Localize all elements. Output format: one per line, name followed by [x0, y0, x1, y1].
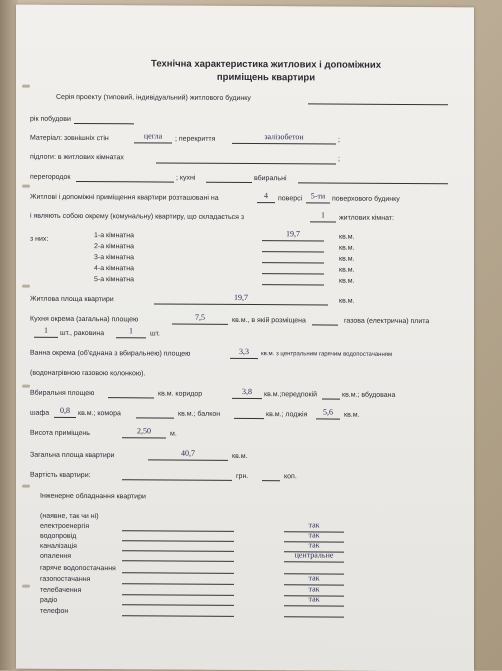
equipment-hint: (наявне, так чи ні)	[40, 512, 99, 521]
room-line	[262, 284, 324, 285]
room-label: 4-а кімнатна	[94, 265, 135, 273]
room-line	[262, 273, 324, 274]
floor-word: поверсі	[278, 195, 303, 203]
partitions-line	[76, 181, 174, 183]
height-line	[122, 437, 166, 438]
floor-line	[257, 202, 275, 203]
bath-line2: (водонагрівною газовою колонкою).	[30, 369, 146, 378]
equipment-line-left	[122, 604, 234, 606]
stove-count: 1	[44, 325, 48, 335]
total-area-unit: кв.м.	[232, 452, 248, 461]
of-them-label: з них:	[30, 235, 49, 243]
semicolon: ;	[338, 155, 340, 163]
equipment-label: телефон	[40, 607, 69, 615]
height-label: Висота приміщень	[30, 429, 90, 438]
room-unit: кв.м.	[339, 266, 355, 274]
equipment-line-right	[284, 616, 344, 617]
location-label: Житлові і допоміжні приміщення квартири розташовані на	[30, 193, 219, 202]
doc-title-line2: приміщень квартири	[216, 71, 316, 84]
flooring-label: підлоги: в житлових кімнатах	[30, 153, 124, 162]
hall-line	[322, 398, 340, 399]
year-line	[74, 123, 134, 124]
doc-title-line1: Технічна характеристика житлових і допоміжних	[151, 58, 381, 71]
hole	[22, 485, 30, 488]
room-unit: кв.м.	[339, 255, 355, 263]
kitchen-line	[172, 324, 228, 325]
kitchen-extra-line	[312, 324, 338, 325]
balcony-line	[234, 418, 264, 419]
kitchen-suffix: кв.м., в якій розміщена	[232, 316, 306, 325]
equipment-label: опалення	[40, 552, 72, 560]
floors-label: ; перекриття	[175, 135, 216, 143]
restroom-area-line	[108, 397, 154, 398]
partitions-label: перегородок	[30, 173, 71, 181]
equipment-value: так	[308, 520, 320, 530]
kitchen-area: 7,5	[195, 312, 205, 322]
total-area-label: Загальна площа квартири	[30, 451, 115, 460]
cost-kop: коп.	[284, 473, 297, 481]
equipment-line-left	[122, 530, 234, 532]
walls-value: цегла	[143, 131, 163, 141]
corridor-line	[232, 398, 262, 399]
height-value: 2,50	[137, 426, 151, 436]
living-area-line	[154, 303, 328, 305]
stove-label: газова (електрична) плита	[344, 317, 430, 326]
balcony-label: кв.м.; балкон	[178, 410, 221, 418]
bath-line	[230, 358, 258, 359]
storage-label: кв.м.; комора	[78, 409, 121, 418]
floor-number: 4	[264, 191, 268, 201]
room-label: 1-а кімнатна	[94, 232, 135, 240]
kitchens-line	[206, 182, 252, 183]
room-unit: кв.м.	[339, 244, 355, 252]
equipment-label: водопровід	[40, 532, 77, 540]
room-label: 5-а кімнатна	[94, 276, 135, 284]
wardrobe-area: 0,8	[60, 405, 70, 415]
series-line	[308, 103, 448, 105]
bath-area: 3,3	[239, 346, 249, 357]
room-line	[262, 262, 324, 263]
binder-holes	[22, 5, 32, 669]
stove-line	[34, 337, 58, 338]
total-floors: 5-ти	[310, 191, 326, 201]
cost-uah-line	[122, 479, 232, 481]
room-area: 19,7	[286, 229, 300, 239]
rooms-count-line	[310, 221, 336, 222]
cost-label: Вартість квартири:	[30, 471, 91, 480]
loggia-unit: кв.м.	[344, 411, 360, 419]
builtin-label: кв.м.; вбудована	[342, 391, 396, 399]
cost-kop-line	[262, 480, 280, 481]
equipment-label: електроенергія	[40, 522, 90, 531]
room-label: 3-а кімнатна	[94, 254, 135, 262]
equipment-value: так	[308, 584, 320, 594]
kitchens-label: ; кухні	[176, 174, 196, 182]
equipment-value: так	[308, 594, 320, 604]
living-area-unit: кв.м.	[339, 297, 355, 305]
corridor-label: кв.м. коридор	[158, 390, 203, 398]
room-label: 2-а кімнатна	[94, 243, 135, 251]
equipment-line-left	[122, 540, 234, 542]
equipment-label: телебачення	[40, 586, 82, 595]
room-line	[262, 251, 324, 252]
pcs-sink-label: шт., раковина	[60, 329, 105, 338]
kitchen-label: Кухня окрема (загальна) площею	[30, 315, 139, 324]
equipment-value: так	[308, 573, 320, 583]
hole	[22, 85, 30, 88]
hole	[22, 585, 30, 588]
room-unit: кв.м.	[339, 277, 355, 285]
equipment-title: Інженерне обладнання квартири	[40, 492, 146, 501]
total-area-line	[148, 459, 228, 460]
hole	[22, 285, 30, 288]
equipment-line-right	[284, 605, 344, 606]
room-unit: кв.м.	[339, 233, 355, 241]
room-line	[262, 240, 324, 241]
bath-suffix: кв.м. з центральним гарячим водопостачанням	[261, 351, 393, 358]
equipment-line-left	[122, 594, 234, 596]
equipment-line-left	[122, 583, 234, 585]
hole	[22, 385, 30, 388]
wardrobe-line	[54, 417, 76, 418]
equipment-label: каналізація	[40, 542, 77, 550]
equipment-label: радіо	[40, 596, 58, 604]
sink-line	[116, 337, 146, 338]
rooms-count: 1	[321, 210, 325, 220]
loggia-line	[316, 418, 340, 419]
living-area-label: Житлова площа квартири	[30, 295, 114, 304]
corridor-area: 3,8	[242, 386, 252, 397]
hole	[22, 185, 30, 188]
apartment-label: і являють собою окрему (комунальну) квартиру, що складається з	[30, 212, 245, 221]
equipment-line-left	[122, 560, 234, 562]
living-area-value: 19,7	[234, 292, 248, 303]
wardrobe-label: шафа	[30, 409, 50, 417]
storage-line	[136, 417, 174, 418]
total-floors-line	[306, 202, 330, 203]
equipment-label: гаряче водопостачання	[40, 564, 116, 573]
sink-count: 1	[129, 326, 133, 336]
cost-uah: грн.	[236, 472, 249, 481]
pcs-label: шт.	[150, 330, 160, 338]
rooms-label: житлових кімнат:	[339, 214, 394, 222]
equipment-line-right	[284, 561, 344, 562]
loggia-area: 5,6	[323, 407, 333, 417]
hall-label: кв.м.;передпокій	[264, 391, 318, 399]
floors-line	[232, 143, 336, 145]
year-label: рік побудови	[30, 115, 71, 123]
series-label: Серія проекту (типовий, індивідуальний) житлового будинку	[56, 93, 251, 103]
equipment-value: центральне	[294, 550, 334, 560]
total-area-value: 40,7	[181, 448, 195, 458]
semicolon: ;	[338, 136, 340, 144]
flooring-line	[156, 162, 336, 164]
equipment-label: газопостачання	[40, 575, 91, 584]
document-page	[16, 5, 474, 671]
restroom-line	[298, 182, 448, 184]
bath-label: Ванна окрема (об'єднана з вбиральнею) площею	[30, 349, 191, 358]
equipment-line-left	[122, 550, 234, 552]
equipment-line-left	[122, 615, 234, 617]
restroom-label: вбиральні	[254, 175, 287, 183]
building-floors-label: поверхового будинку	[332, 195, 400, 203]
walls-line	[134, 142, 172, 143]
height-unit: м.	[170, 430, 177, 438]
restroom-area-label: Вбиральня площею	[30, 389, 95, 398]
equipment-line-left	[122, 572, 234, 574]
terrace-label: кв.м.; лоджія	[266, 411, 308, 419]
material-label: Матеріал: зовнішніх стін	[30, 134, 109, 143]
equipment-value: так	[308, 530, 320, 540]
floors-value: залізобетон	[264, 132, 304, 142]
equipment-value: так	[308, 540, 320, 550]
